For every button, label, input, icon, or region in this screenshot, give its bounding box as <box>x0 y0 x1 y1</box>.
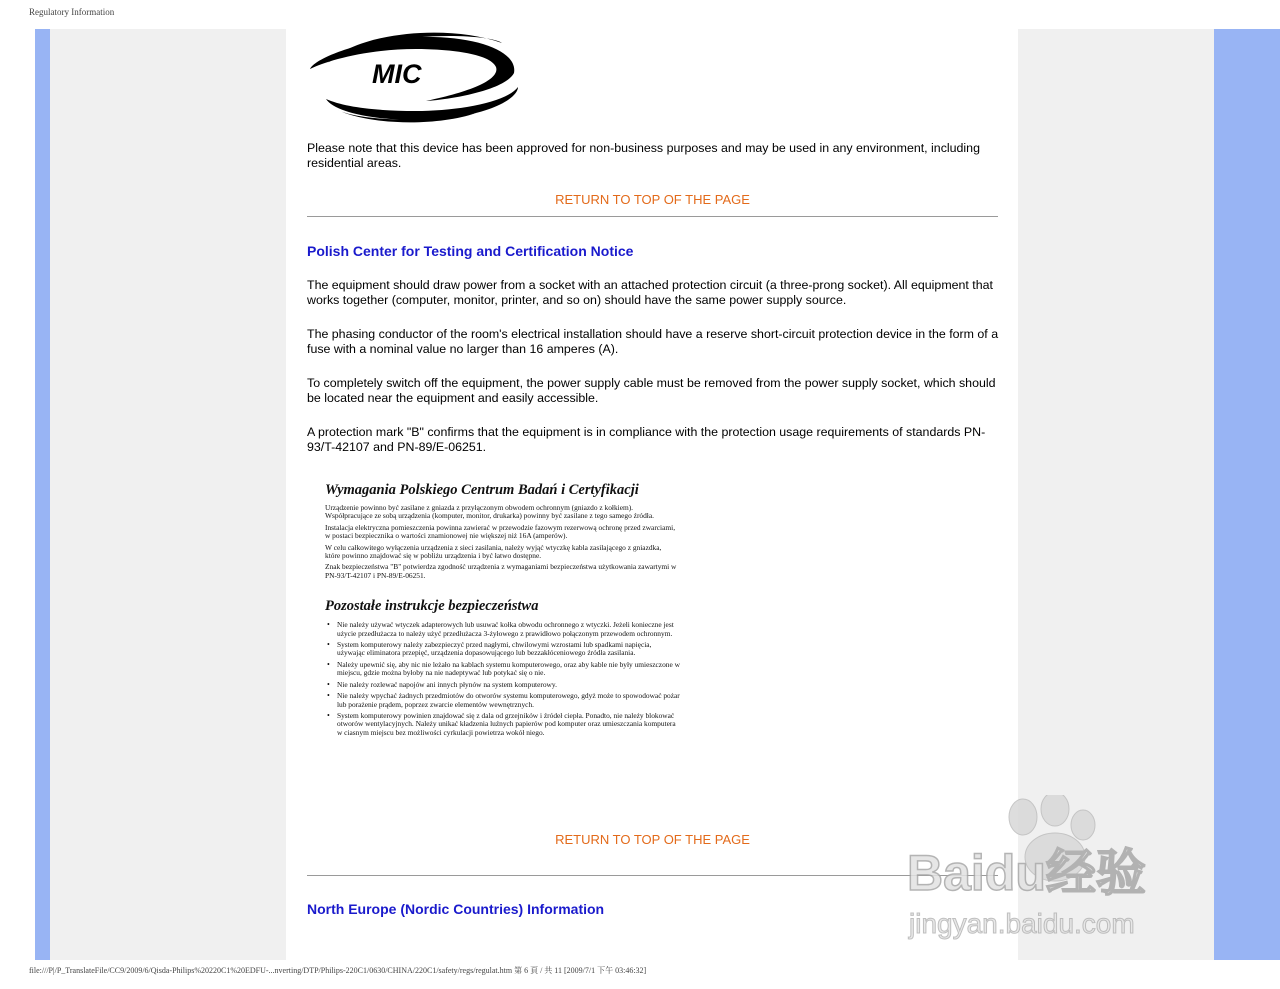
scan-paragraph: Urządzenie powinno być zasilane z gniazda z przyłączonym obwodem ochronnym (gniazdo z kołkiem). Współpracujące ze sobą urządzenia (komputer, monitor, drukarka) powinny być zasilane z tego samego źródła. <box>325 503 654 521</box>
scan-list-item: • Nie należy wpychać żadnych przedmiotów do otworów systemu komputerowego, gdyż może to spowodować pożar lub porażenie prądem, poprzez zwarcie elementów wewnętrznych. <box>327 691 680 709</box>
scan-paragraph: Znak bezpieczeństwa "B" potwierdza zgodność urządzenia z wymaganiami bezpieczeństwa użytkowania zawartymi w PN-93/T-42107 i PN-89/E-06251. <box>325 562 677 580</box>
left-blue-band <box>35 29 50 960</box>
left-gray-margin <box>50 29 286 960</box>
scan-list-item: • Nie należy używać wtyczek adapterowych lub usuwać kołka obwodu ochronnego z wtyczki. Jeżeli konieczne jest użycie przedłużacza to należy użyć przedłużacza 3-żyłowego z prawidłowo połączonym przewodem ochronnym. <box>327 620 674 638</box>
scan-title: Wymagania Polskiego Centrum Badań i Certyfikacji <box>325 482 639 498</box>
scan-title: Pozostałe instrukcje bezpieczeństwa <box>325 598 539 615</box>
polish-paragraph: The phasing conductor of the room's electrical installation should have a reserve short-circuit protection device in the form of a fuse with a nominal value no larger than 16 amperes (A). <box>307 327 999 356</box>
scan-list-item: • System komputerowy należy zabezpieczyć przed nagłymi, chwilowymi wzrostami lub spadkami napięcia, używając eliminatora przepięć, urządzenia dopasowującego lub bezzakłóceniowego źródła zasilania. <box>327 640 652 658</box>
divider <box>307 216 998 217</box>
baidu-watermark <box>905 795 1205 945</box>
return-to-top-link[interactable]: RETURN TO TOP OF THE PAGE <box>555 192 750 207</box>
mic-approval-note: Please note that this device has been approved for non-business purposes and may be used in any environment, including residential areas. <box>307 141 980 170</box>
divider <box>307 875 998 876</box>
polish-scan-image <box>325 482 685 737</box>
polish-paragraph: The equipment should draw power from a socket with an attached protection circuit (a three-prong socket). All equipment that works together (computer, monitor, printer, and so on) should have the same power supply source. <box>307 278 993 307</box>
mic-logo <box>306 29 520 124</box>
document-title: Regulatory Information <box>29 7 115 17</box>
scan-paragraph: Instalacja elektryczna pomieszczenia powinna zawierać w przewodzie fazowym rezerwową ochronę przed zwarciami, w postaci bezpiecznika o wartości znamionowej nie większej niż 16A (amperów). <box>325 522 676 541</box>
scan-list-item: • System komputerowy powinien znajdować się z dala od grzejników i źródeł ciepła. Ponadto, nie należy blokować otworów wentylacyjnych. Należy unikać kładzenia luźnych papierów pod komputer oraz umieszczania komputera w ciasnym miejscu bez możliwości cyrkulacji powietrza wokół niego. <box>327 710 676 737</box>
watermark-brand: Baidu经验 <box>907 845 1146 901</box>
polish-paragraph: A protection mark "B" confirms that the equipment is in compliance with the protection usage requirements of standards PN-93/T-42107 and PN-89/E-06251. <box>307 425 986 454</box>
scan-list-item: • Nie należy rozlewać napojów ani innych płynów na system komputerowy. <box>327 679 557 689</box>
polish-notice-heading: Polish Center for Testing and Certification Notice <box>307 243 634 259</box>
mic-logo-text: MIC <box>372 59 422 89</box>
watermark-url: jingyan.baidu.com <box>909 908 1135 939</box>
scan-paragraph: W celu całkowitego wyłączenia urządzenia z sieci zasilania, należy wyjąć wtyczkę kabla zasilającego z gniazdka, które powinno znajdować się w pobliżu urządzenia i być łatwo dostępne. <box>325 542 662 561</box>
nordic-heading: North Europe (Nordic Countries) Information <box>307 901 605 917</box>
polish-paragraph: To completely switch off the equipment, the power supply cable must be removed from the power supply socket, which should be located near the equipment and easily accessible. <box>307 376 996 405</box>
return-to-top-link[interactable]: RETURN TO TOP OF THE PAGE <box>555 832 750 847</box>
right-blue-band <box>1214 29 1280 960</box>
scan-list-item: • Należy upewnić się, aby nic nie leżało na kablach systemu komputerowego, oraz aby kable nie były umieszczone w miejscu, gdzie można byłoby na nie nadeptywać lub potykać się o nie. <box>327 659 680 678</box>
file-path-footer: file:///P|/P_TranslateFile/CC9/2009/6/Qisda-Philips%20220C1%20EDFU-...nverting/DTP/Philips-220C1/0630/CHINA/220C1/safety/regs/regulat.htm 第 6 頁 / 共 11 [2009/7/1 下午 03:46:32] <box>29 966 647 975</box>
